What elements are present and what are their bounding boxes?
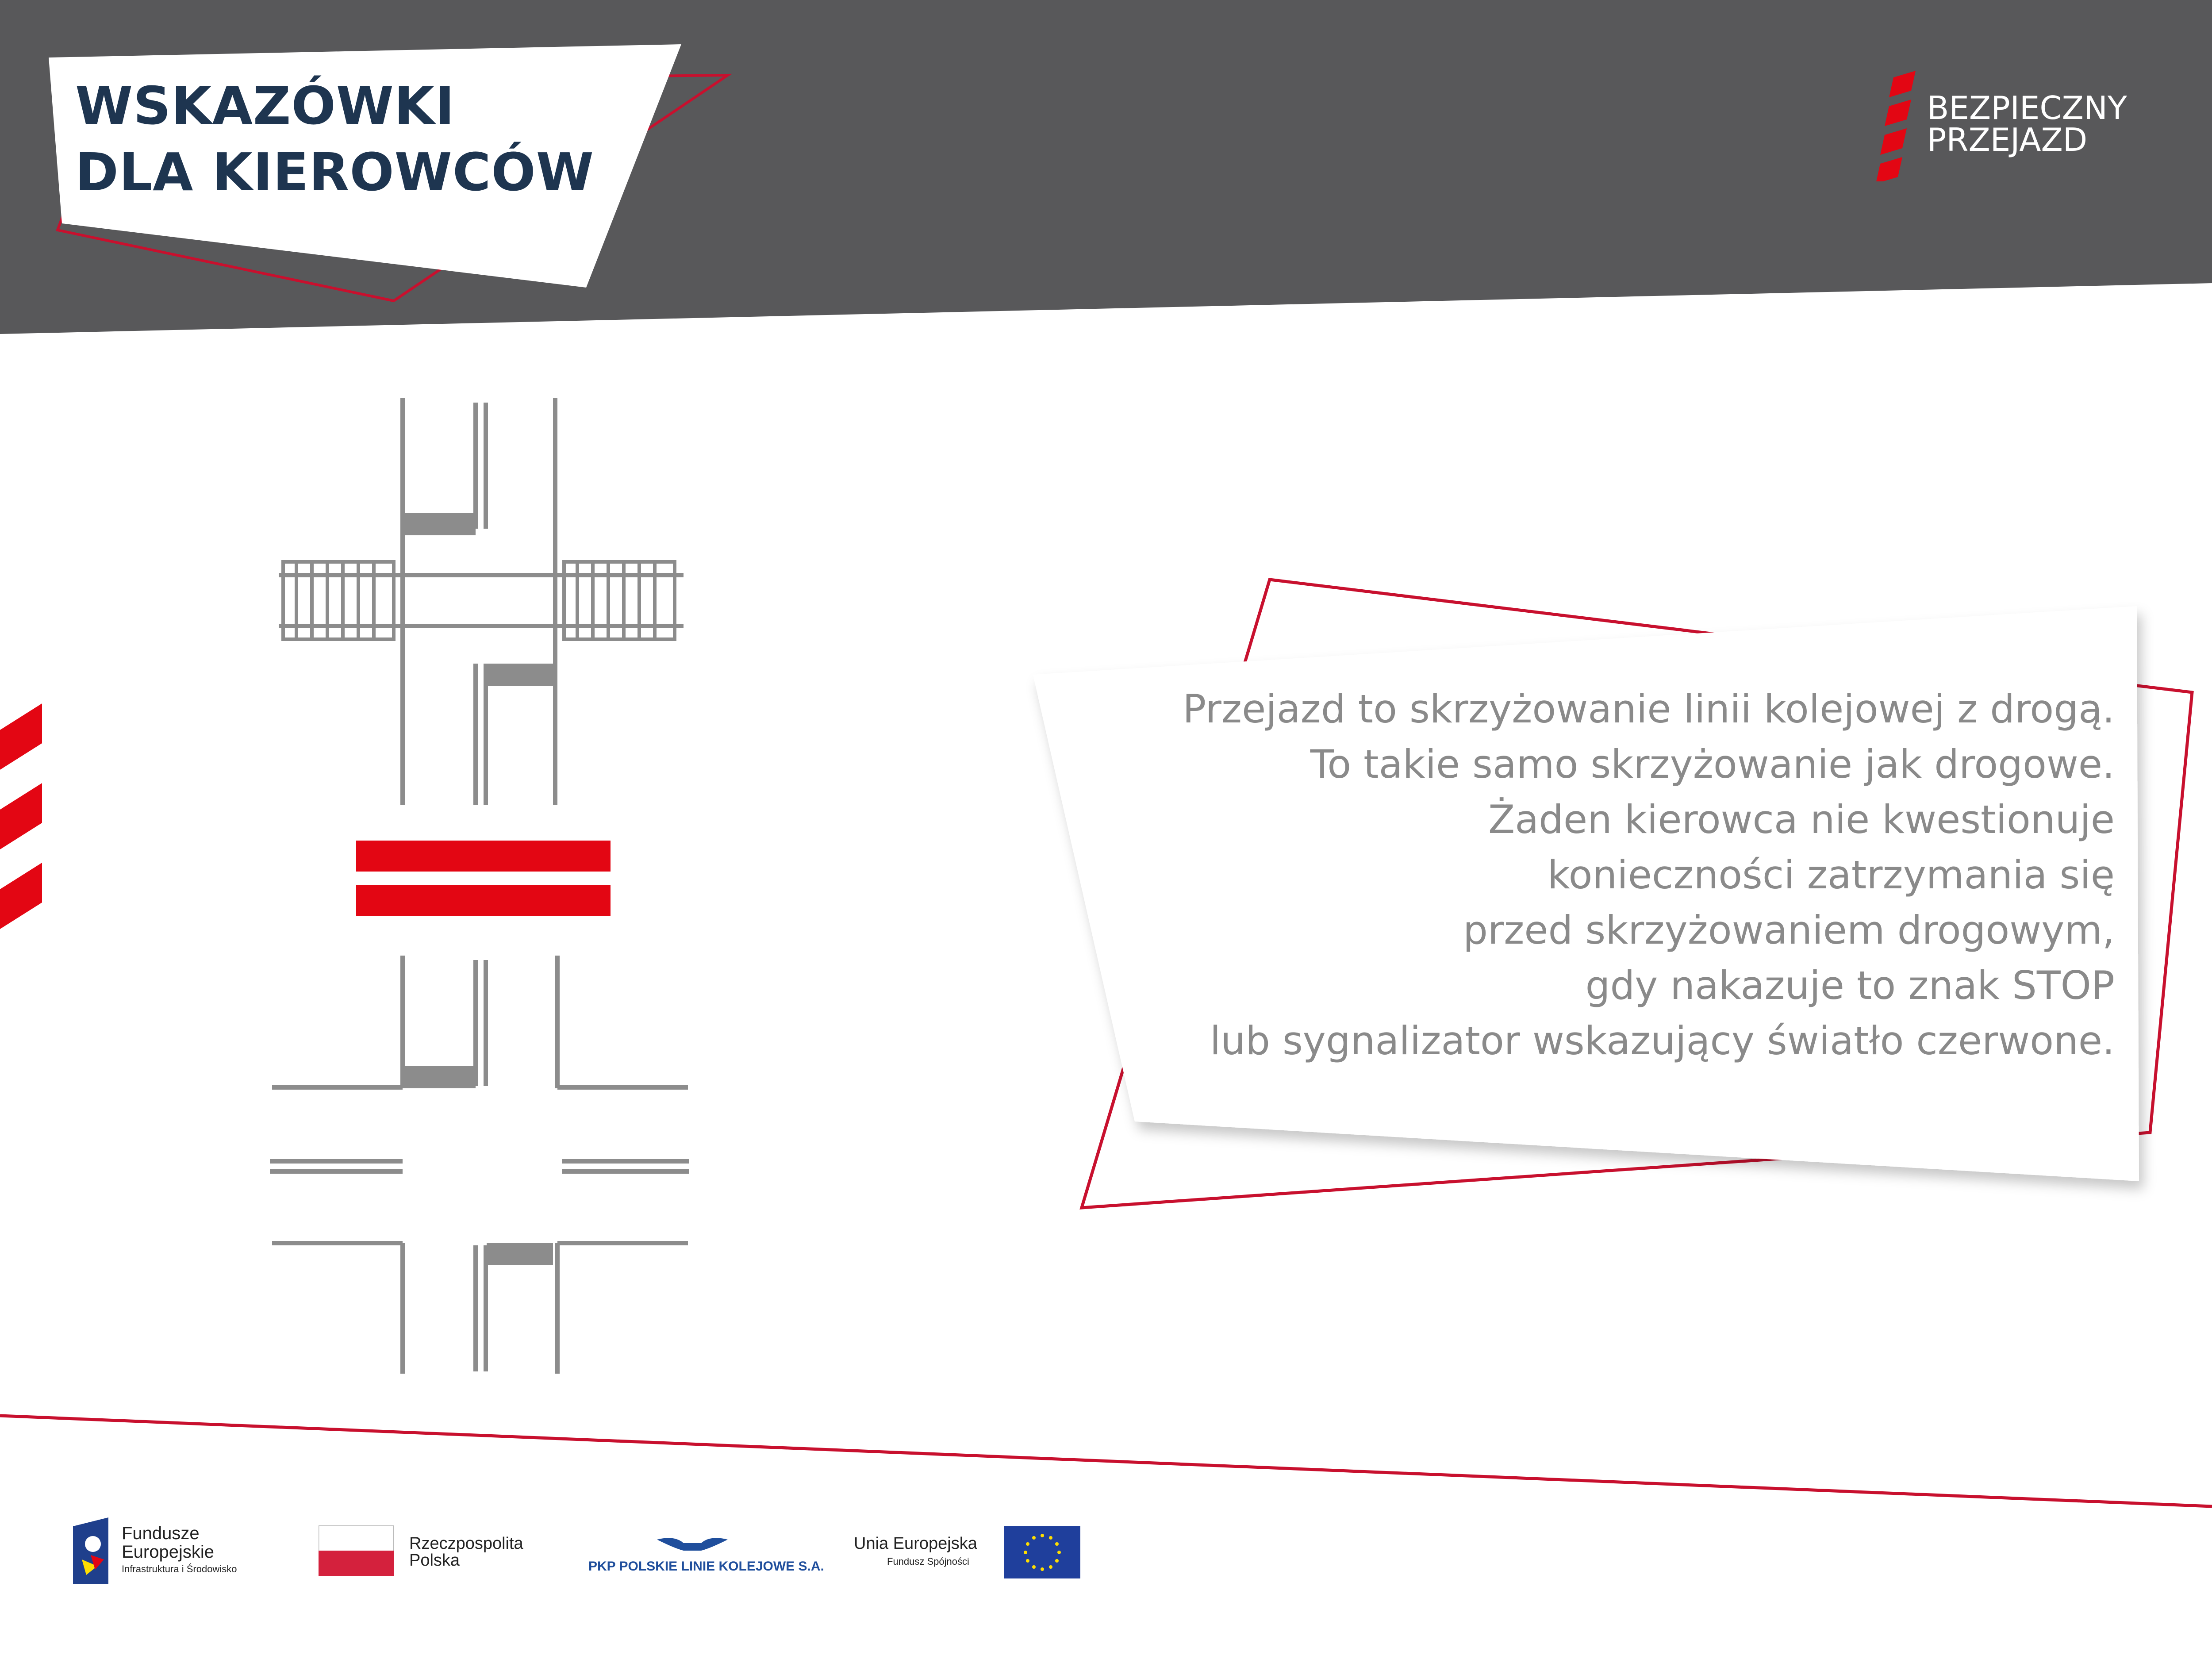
equals-sign-bar-top [356,841,611,872]
message-text [1106,681,2115,1068]
rp-logo-line-2: Polska [409,1551,460,1570]
page-title-line-1: WSKAZÓWKI [75,75,455,136]
brand-name-line-1: BEZPIECZNY [1927,89,2127,127]
fe-logo-line-3: Infrastruktura i Środowisko [122,1563,237,1575]
plk-logo-name: PKP POLSKIE LINIE KOLEJOWE S.A. [588,1559,824,1574]
footer-logos [0,1504,2212,1637]
railway-vs-road-crossing-diagram [248,389,734,1385]
message-line: lub sygnalizator wskazujący światło czerwone. [1210,1018,2115,1064]
fe-logo-line-2: Europejskie [122,1542,215,1562]
eu-flag-icon [1004,1526,1080,1578]
message-line: Przejazd to skrzyżowanie linii kolejowej z drogą. [1183,686,2115,732]
footer-divider [0,1394,2212,1517]
railway-crossing-icon [279,398,684,805]
message-line: konieczności zatrzymania się [1547,852,2115,898]
plk-winged-logo-icon [657,1531,728,1557]
fundusze-europejskie-logo-icon [73,1517,108,1584]
fe-logo-line-1: Fundusze [122,1524,200,1543]
ue-logo-line-1: Unia Europejska [854,1534,977,1553]
stop-line-marking [487,1243,553,1265]
polish-flag-icon [319,1525,394,1576]
rp-logo-line-1: Rzeczpospolita [409,1534,523,1553]
bezpieczny-przejazd-logo-icon [1876,71,1924,181]
plk-badge: PLK [682,1535,698,1544]
brand-name-line-2: PRZEJAZD [1927,121,2088,158]
message-line: Żaden kierowca nie kwestionuje [1488,797,2115,842]
page-title-line-2: DLA KIEROWCÓW [75,142,594,203]
stop-line-marking [405,513,476,535]
message-line: przed skrzyżowaniem drogowym, [1463,907,2115,953]
message-line: To takie samo skrzyżowanie jak drogowe. [1310,741,2115,787]
message-line: gdy nakazuje to znak STOP [1585,963,2115,1008]
equals-sign-bar-bottom [356,885,611,916]
stop-line-marking [405,1066,476,1088]
stop-line-marking [487,664,553,686]
road-intersection-icon [270,956,689,1374]
ue-logo-line-2: Fundusz Spójności [887,1556,969,1567]
side-stripes-icon [0,703,44,933]
